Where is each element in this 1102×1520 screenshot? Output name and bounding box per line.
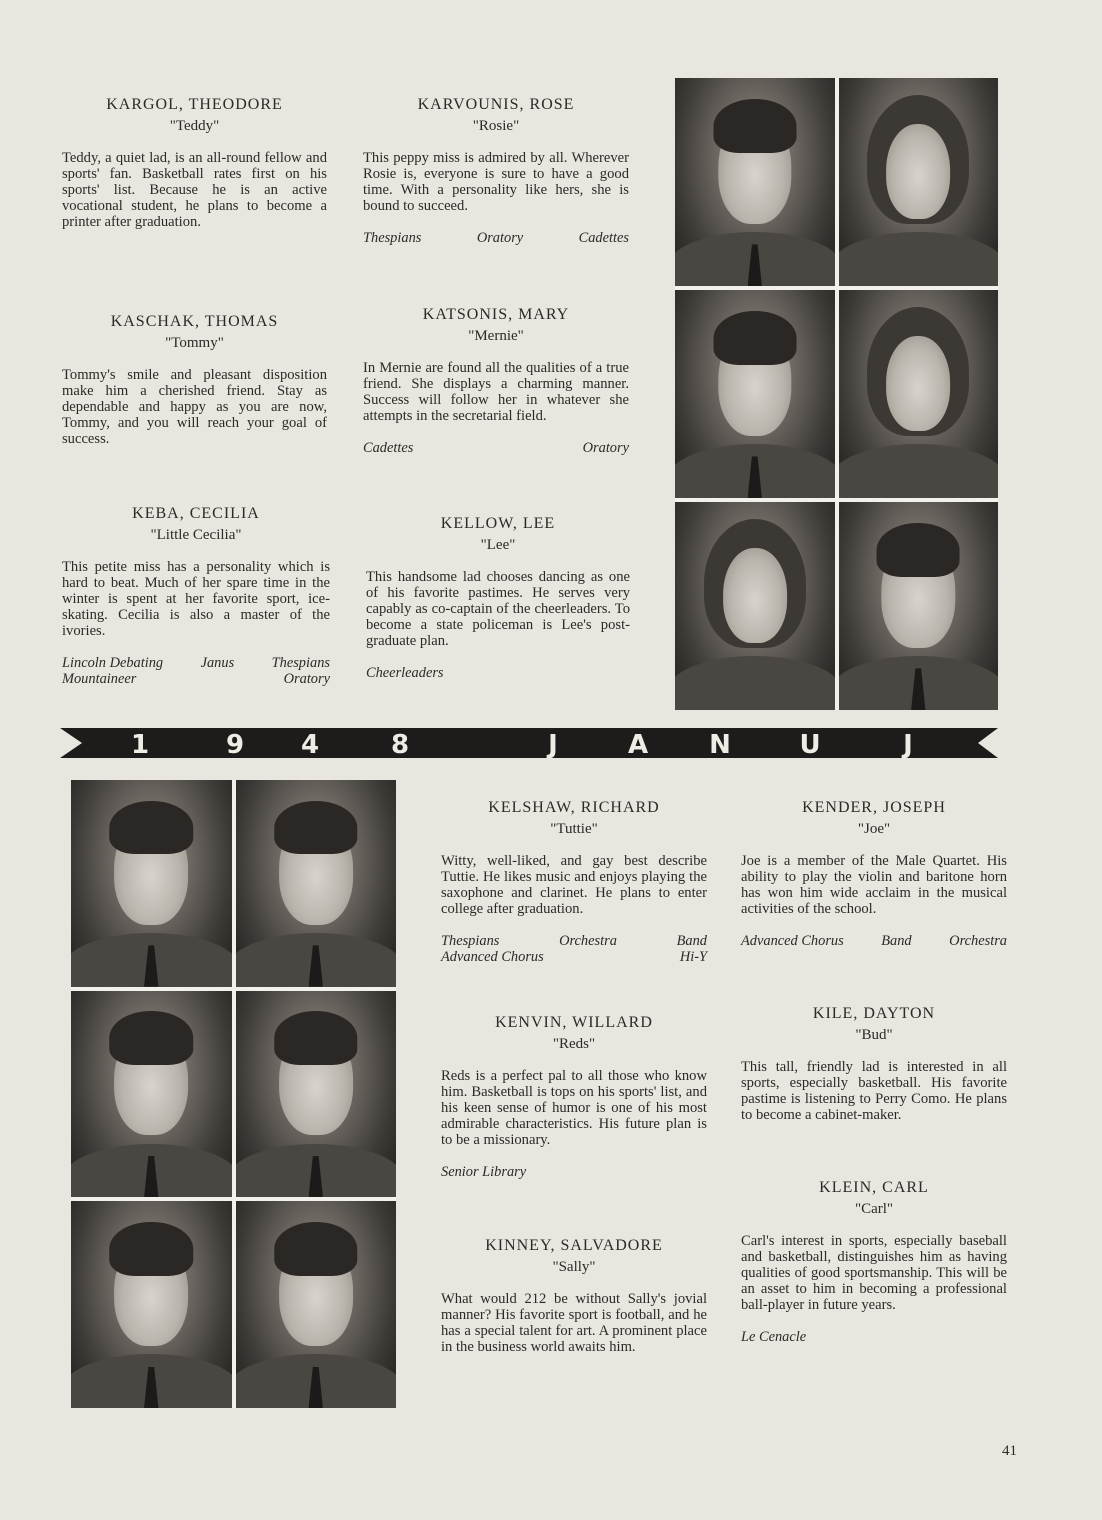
entry-activities xyxy=(741,1329,1007,1345)
banner-char: N xyxy=(709,730,731,758)
activity: Senior Library xyxy=(441,1164,527,1180)
entry-name: KATSONIS, MARY xyxy=(422,306,570,323)
entry-activities xyxy=(363,440,629,456)
entry-kender xyxy=(741,798,1007,949)
entry-nickname: "Sally" xyxy=(552,1259,596,1275)
portrait-photo xyxy=(839,78,999,286)
entry-karvounis xyxy=(363,95,629,246)
entry-nickname: "Little Cecilia" xyxy=(150,527,242,543)
entry-nickname: "Tommy" xyxy=(165,335,224,351)
entry-kaschak xyxy=(62,312,327,447)
banner-char: U xyxy=(799,730,821,758)
photo-grid-top xyxy=(675,78,998,710)
entry-name: KARGOL, THEODORE xyxy=(106,96,283,113)
entry-bio: This tall, friendly lad is interested in all sports, especially basketball. His favorite pastime is listening to Perry Como. He plans to become a cabinet-maker. xyxy=(741,1059,1007,1123)
entry-bio: What would 212 be without Sally's jovial manner? His favorite sport is football, and he has a special talent for art. A prominent place in the business world awaits him. xyxy=(441,1291,707,1355)
activity: Orchestra xyxy=(559,933,617,949)
entry-bio: Joe is a member of the Male Quartet. His ability to play the violin and baritone horn has won him wide acclaim in the musical activities of the school. xyxy=(741,853,1007,917)
entry-kelshaw xyxy=(441,798,707,965)
entry-bio: Carl's interest in sports, especially baseball and basketball, distinguishes him as having qualities of good sportsmanship. This will be an asset to him in becoming a professional ball-player in future years. xyxy=(741,1233,1007,1313)
entry-nickname: "Joe" xyxy=(857,821,891,837)
portrait-photo xyxy=(839,502,999,710)
portrait-photo xyxy=(839,290,999,498)
entry-nickname: "Carl" xyxy=(854,1201,894,1217)
portrait-photo xyxy=(236,1201,397,1408)
portrait-photo xyxy=(236,991,397,1198)
page-number: 41 xyxy=(1002,1443,1017,1459)
entry-nickname: "Teddy" xyxy=(169,118,220,134)
activity: Thespians xyxy=(271,655,330,671)
entry-kinney xyxy=(441,1236,707,1355)
activity: Band xyxy=(881,933,912,949)
banner-char: 4 xyxy=(300,730,320,758)
entry-activities xyxy=(441,1164,707,1180)
portrait-photo xyxy=(675,502,835,710)
activity: Hi-Y xyxy=(679,949,707,965)
banner-char: J xyxy=(548,730,558,758)
entry-name: KINNEY, SALVADORE xyxy=(485,1237,663,1254)
entry-name: KENVIN, WILLARD xyxy=(495,1014,653,1031)
activity: Cadettes xyxy=(578,230,629,246)
entry-nickname: "Mernie" xyxy=(468,328,524,344)
entry-activities xyxy=(366,665,630,681)
entry-name: KELLOW, LEE xyxy=(440,515,556,532)
activity: Cheerleaders xyxy=(366,665,444,681)
portrait-photo xyxy=(675,290,835,498)
entry-activities xyxy=(441,933,707,965)
photo-grid-bottom xyxy=(71,780,396,1408)
entry-katsonis xyxy=(363,305,629,456)
entry-activities xyxy=(741,933,1007,949)
portrait-photo xyxy=(71,991,232,1198)
activity: Advanced Chorus xyxy=(441,949,544,965)
activity: Le Cenacle xyxy=(741,1329,807,1345)
entry-bio: This handsome lad chooses dancing as one of his favorite pastimes. He serves very capably as co-captain of the cheerleaders. To become a state policeman is Lee's post-graduate plan. xyxy=(366,569,630,649)
entry-nickname: "Bud" xyxy=(855,1027,893,1043)
entry-nickname: "Reds" xyxy=(552,1036,596,1052)
banner-char: J xyxy=(903,730,913,758)
activity: Advanced Chorus xyxy=(741,933,844,949)
entry-nickname: "Rosie" xyxy=(472,118,520,134)
entry-name: KLEIN, CARL xyxy=(819,1179,929,1196)
entry-bio: This petite miss has a personality which is hard to beat. Much of her spare time in the winter is spent at her favorite sport, ice-skating. Cecilia is also a master of the ivories. xyxy=(62,559,330,639)
entry-kenvin xyxy=(441,1013,707,1180)
activity: Band xyxy=(676,933,707,949)
entry-nickname: "Lee" xyxy=(480,537,516,553)
entry-name: KASCHAK, THOMAS xyxy=(110,313,279,330)
entry-bio: This peppy miss is admired by all. Wherever Rosie is, everyone is sure to have a good time. With a personality like hers, she is bound to succeed. xyxy=(363,150,629,214)
activity: Orchestra xyxy=(949,933,1007,949)
entry-keba xyxy=(62,504,330,687)
activity: Cadettes xyxy=(363,440,414,456)
class-banner xyxy=(60,728,998,758)
entry-bio: Witty, well-liked, and gay best describe Tuttie. He likes music and enjoys playing the saxophone and clarinet. He plans to enter college after graduation. xyxy=(441,853,707,917)
activity: Thespians xyxy=(363,230,422,246)
entry-nickname: "Tuttie" xyxy=(550,821,598,837)
entry-activities xyxy=(363,230,629,246)
entry-kellow xyxy=(366,514,630,681)
activity: Thespians xyxy=(441,933,500,949)
portrait-photo xyxy=(71,1201,232,1408)
entry-kargol xyxy=(62,95,327,230)
portrait-photo xyxy=(675,78,835,286)
activity: Oratory xyxy=(283,671,330,687)
activity: Oratory xyxy=(582,440,629,456)
portrait-photo xyxy=(71,780,232,987)
entry-bio: In Mernie are found all the qualities of a true friend. She displays a charming manner. Success will follow her in whatever she attempts in the secretarial field. xyxy=(363,360,629,424)
portrait-photo xyxy=(236,780,397,987)
entry-name: KILE, DAYTON xyxy=(812,1005,936,1022)
banner-char: 1 xyxy=(130,730,150,758)
activity: Janus xyxy=(200,655,235,671)
entry-kile xyxy=(741,1004,1007,1123)
entry-bio: Reds is a perfect pal to all those who know him. Basketball is tops on his sports' list, and his keen sense of humor is one of his most admirable characteristics. His future plan is to be a missionary. xyxy=(441,1068,707,1148)
banner-char: A xyxy=(627,730,649,758)
entry-name: KARVOUNIS, ROSE xyxy=(417,96,575,113)
banner-char: 9 xyxy=(225,730,245,758)
activity: Oratory xyxy=(476,230,524,246)
activity: Mountaineer xyxy=(62,671,137,687)
entry-bio: Teddy, a quiet lad, is an all-round fellow and sports' fan. Basketball rates first on his sports' list. Because he is an active vocational student, he plans to become a printer after graduation. xyxy=(62,150,327,230)
entry-name: KEBA, CECILIA xyxy=(132,505,260,522)
entry-name: KELSHAW, RICHARD xyxy=(488,799,660,816)
entry-bio: Tommy's smile and pleasant disposition make him a cherished friend. Stay as dependable and happy as you are now, Tommy, and you will reach your goal of success. xyxy=(62,367,327,447)
activity: Lincoln Debating xyxy=(62,655,164,671)
entry-name: KENDER, JOSEPH xyxy=(802,799,946,816)
entry-activities xyxy=(62,655,330,687)
banner-char: 8 xyxy=(390,730,410,758)
entry-klein xyxy=(741,1178,1007,1345)
